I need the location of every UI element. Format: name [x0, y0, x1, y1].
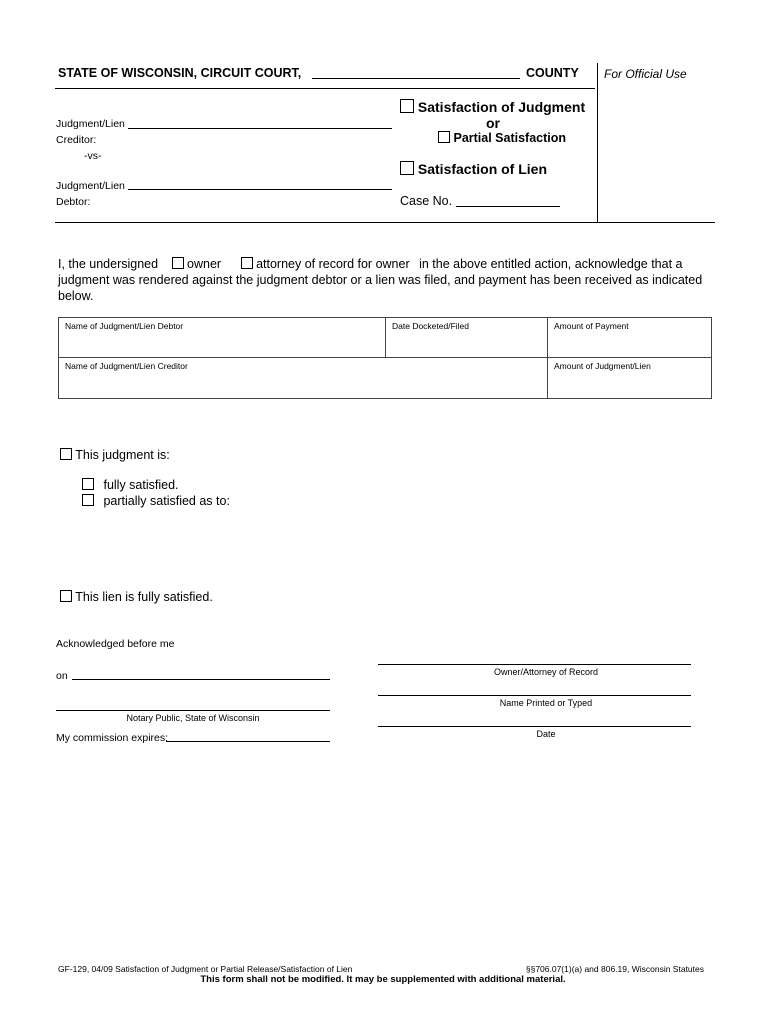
date-field[interactable]	[378, 726, 691, 727]
fully-satisfied-option	[82, 478, 179, 492]
debtor-label-2: Debtor:	[56, 196, 91, 208]
lien-satisfied-label: This lien is fully satisfied.	[75, 590, 213, 604]
this-judgment-label: This judgment is:	[75, 448, 170, 462]
date-label: Date	[536, 729, 556, 739]
statement-line-1	[58, 257, 682, 271]
creditor-name-cell[interactable]	[58, 357, 548, 399]
form-notice: This form shall not be modified. It may be supplemented with additional material.	[200, 974, 566, 985]
official-use-divider	[597, 63, 598, 223]
commission-expires-field[interactable]	[166, 741, 330, 742]
case-no-label: Case No.	[400, 194, 453, 208]
satisfaction-judgment-checkbox[interactable]	[400, 99, 414, 113]
amount-payment-cell[interactable]	[547, 317, 712, 358]
amount-judgment-cell[interactable]	[547, 357, 712, 399]
on-label: on	[56, 670, 68, 682]
date-docketed-cell[interactable]	[385, 317, 548, 358]
creditor-label-1: Judgment/Lien	[56, 118, 125, 130]
fully-satisfied-checkbox[interactable]	[82, 478, 94, 490]
notary-signature-field[interactable]	[56, 710, 330, 711]
partial-satisfaction-label: Partial Satisfaction	[453, 131, 567, 145]
name-printed-field[interactable]	[378, 695, 691, 696]
name-printed-label: Name Printed or Typed	[499, 698, 593, 708]
statement-line-2: judgment was rendered against the judgment debtor or a lien was filed, and payment has been received as indicated	[58, 273, 703, 287]
creditor-name-cell-label: Name of Judgment/Lien Creditor	[65, 361, 188, 371]
amount-payment-cell-label: Amount of Payment	[554, 321, 629, 331]
debtor-label-1: Judgment/Lien	[56, 180, 125, 192]
this-judgment-option	[60, 448, 170, 462]
acknowledged-date-field[interactable]	[72, 679, 330, 680]
partially-satisfied-option	[82, 494, 230, 508]
statement-line-3: below.	[58, 289, 94, 303]
attorney-label: attorney of record for owner	[256, 257, 410, 271]
form-id: GF-129, 04/09 Satisfaction of Judgment or Partial Release/Satisfaction of Lien	[58, 964, 353, 974]
statutes-citation: §§706.07(1)(a) and 806.19, Wisconsin Statutes	[525, 964, 704, 974]
acknowledged-label: Acknowledged before me	[56, 638, 175, 650]
debtor-name-cell-label: Name of Judgment/Lien Debtor	[65, 321, 184, 331]
case-no-field[interactable]	[456, 206, 560, 207]
fully-satisfied-label: fully satisfied.	[103, 478, 179, 492]
notary-label: Notary Public, State of Wisconsin	[126, 713, 260, 723]
owner-attorney-label: Owner/Attorney of Record	[493, 667, 599, 677]
owner-attorney-signature-field[interactable]	[378, 664, 691, 665]
or-label: or	[486, 115, 500, 131]
date-docketed-cell-label: Date Docketed/Filed	[392, 321, 470, 331]
statement-line-1-rest: in the above entitled action, acknowledge that a	[419, 257, 683, 271]
partial-satisfaction-checkbox[interactable]	[438, 131, 450, 143]
owner-label: owner	[187, 257, 222, 271]
satisfaction-judgment-option	[400, 99, 585, 115]
satisfaction-lien-option	[400, 161, 547, 177]
partially-satisfied-label: partially satisfied as to:	[103, 494, 230, 508]
lien-satisfied-checkbox[interactable]	[60, 590, 72, 602]
statement-prefix: I, the undersigned	[58, 257, 159, 271]
vs-label: -vs-	[84, 150, 102, 162]
partially-satisfied-checkbox[interactable]	[82, 494, 94, 506]
creditor-label-2: Creditor:	[56, 134, 97, 146]
creditor-name-field[interactable]	[128, 128, 392, 129]
commission-label: My commission expires:	[56, 732, 169, 744]
court-title: STATE OF WISCONSIN, CIRCUIT COURT,	[58, 66, 302, 80]
debtor-name-field[interactable]	[128, 189, 392, 190]
official-use-label: For Official Use	[604, 67, 687, 81]
amount-judgment-cell-label: Amount of Judgment/Lien	[554, 361, 651, 371]
county-name-field[interactable]	[312, 78, 520, 79]
caption-bottom-divider	[55, 222, 715, 223]
owner-checkbox[interactable]	[172, 257, 184, 269]
this-judgment-checkbox[interactable]	[60, 448, 72, 460]
debtor-name-cell[interactable]	[58, 317, 386, 358]
satisfaction-lien-checkbox[interactable]	[400, 161, 414, 175]
partial-satisfaction-option	[438, 131, 566, 145]
lien-satisfied-option	[60, 590, 213, 604]
attorney-checkbox[interactable]	[241, 257, 253, 269]
satisfaction-lien-label: Satisfaction of Lien	[417, 161, 548, 177]
county-label: COUNTY	[526, 66, 579, 80]
header-divider	[55, 88, 595, 89]
satisfaction-judgment-label: Satisfaction of Judgment	[417, 99, 586, 115]
